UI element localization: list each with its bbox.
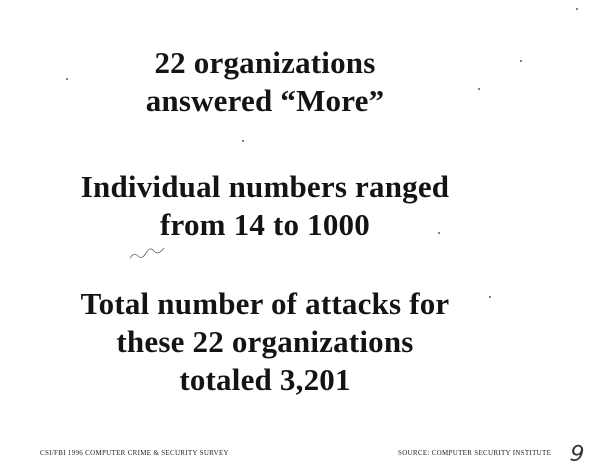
- scan-speck: [66, 78, 68, 80]
- block1-line1: 22 organizations: [154, 45, 376, 80]
- block1-line2: answered “More”: [145, 83, 385, 118]
- scan-speck: [489, 296, 491, 298]
- scan-scribble-mark: [128, 247, 168, 261]
- text-block-individual-range: [0, 168, 530, 244]
- scan-speck: [478, 88, 480, 90]
- block2-line1: Individual numbers ranged: [80, 169, 450, 204]
- block3-line2: these 22 organizations: [116, 324, 414, 359]
- text-block-organizations-more: [0, 44, 530, 120]
- page-number: 9: [568, 441, 586, 468]
- scan-speck: [520, 60, 522, 62]
- footer-source: SOURCE: COMPUTER SECURITY INSTITUTE: [398, 449, 552, 457]
- block3-line1: Total number of attacks for: [80, 286, 450, 321]
- text-block-total-attacks: [0, 285, 530, 399]
- scan-speck: [242, 140, 244, 142]
- block3-line3: totaled 3,201: [179, 362, 351, 397]
- footer-survey-credit: CSI/FBI 1996 COMPUTER CRIME & SECURITY SURVEY: [40, 449, 229, 457]
- scan-speck: [576, 8, 578, 10]
- scan-speck: [438, 232, 440, 234]
- block2-line2: from 14 to 1000: [160, 207, 370, 242]
